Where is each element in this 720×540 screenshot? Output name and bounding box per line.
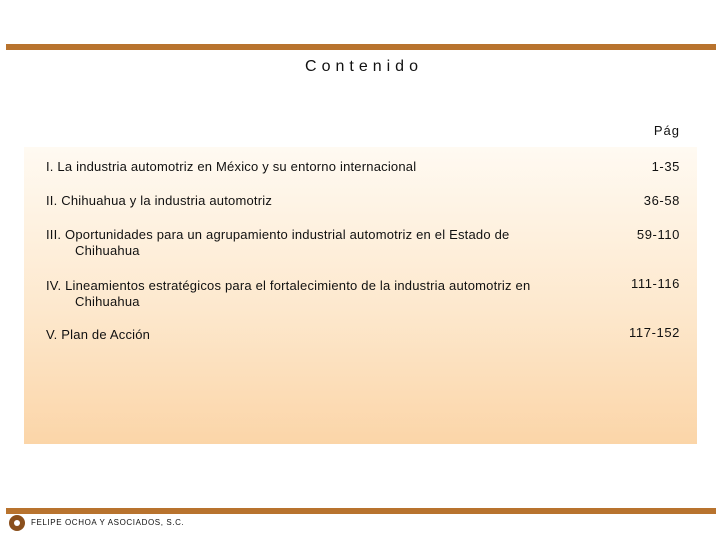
toc-entry-pages: 117-152 — [629, 325, 680, 340]
toc-entry-title — [46, 227, 576, 259]
toc-entry-title-continuation: Chihuahua — [75, 294, 140, 309]
toc-entry-pages: 1-35 — [651, 159, 680, 174]
toc-entry-pages: 59-110 — [636, 227, 680, 242]
toc-entry-title-line: I. La industria automotriz en México y su entorno internacional — [46, 159, 417, 174]
page-title: Contenido — [305, 58, 423, 75]
toc-entry-pages: 36-58 — [643, 193, 680, 208]
toc-entry-pages: 111-116 — [630, 276, 680, 291]
bottom-divider — [6, 508, 716, 514]
toc-entry-title-line: II. Chihuahua y la industria automotriz — [46, 193, 273, 208]
company-logo-icon — [9, 515, 25, 531]
toc-entry-title-line: III. Oportunidades para un agrupamiento industrial automotriz en el Estado de — [46, 227, 510, 242]
toc-entry-title — [46, 327, 576, 343]
page-column-label: Pág — [653, 123, 680, 138]
toc-entry-title — [46, 193, 576, 209]
top-divider — [6, 44, 716, 50]
toc-entry-title-line: IV. Lineamientos estratégicos para el fortalecimiento de la industria automotriz en — [46, 278, 531, 293]
toc-entry-title-line: V. Plan de Acción — [46, 327, 151, 342]
toc-entry-title-continuation: Chihuahua — [75, 243, 140, 258]
toc-entry-title — [46, 159, 576, 175]
toc-entry-title — [46, 278, 576, 310]
footer-company-name: FELIPE OCHOA Y ASOCIADOS, S.C. — [31, 518, 185, 527]
